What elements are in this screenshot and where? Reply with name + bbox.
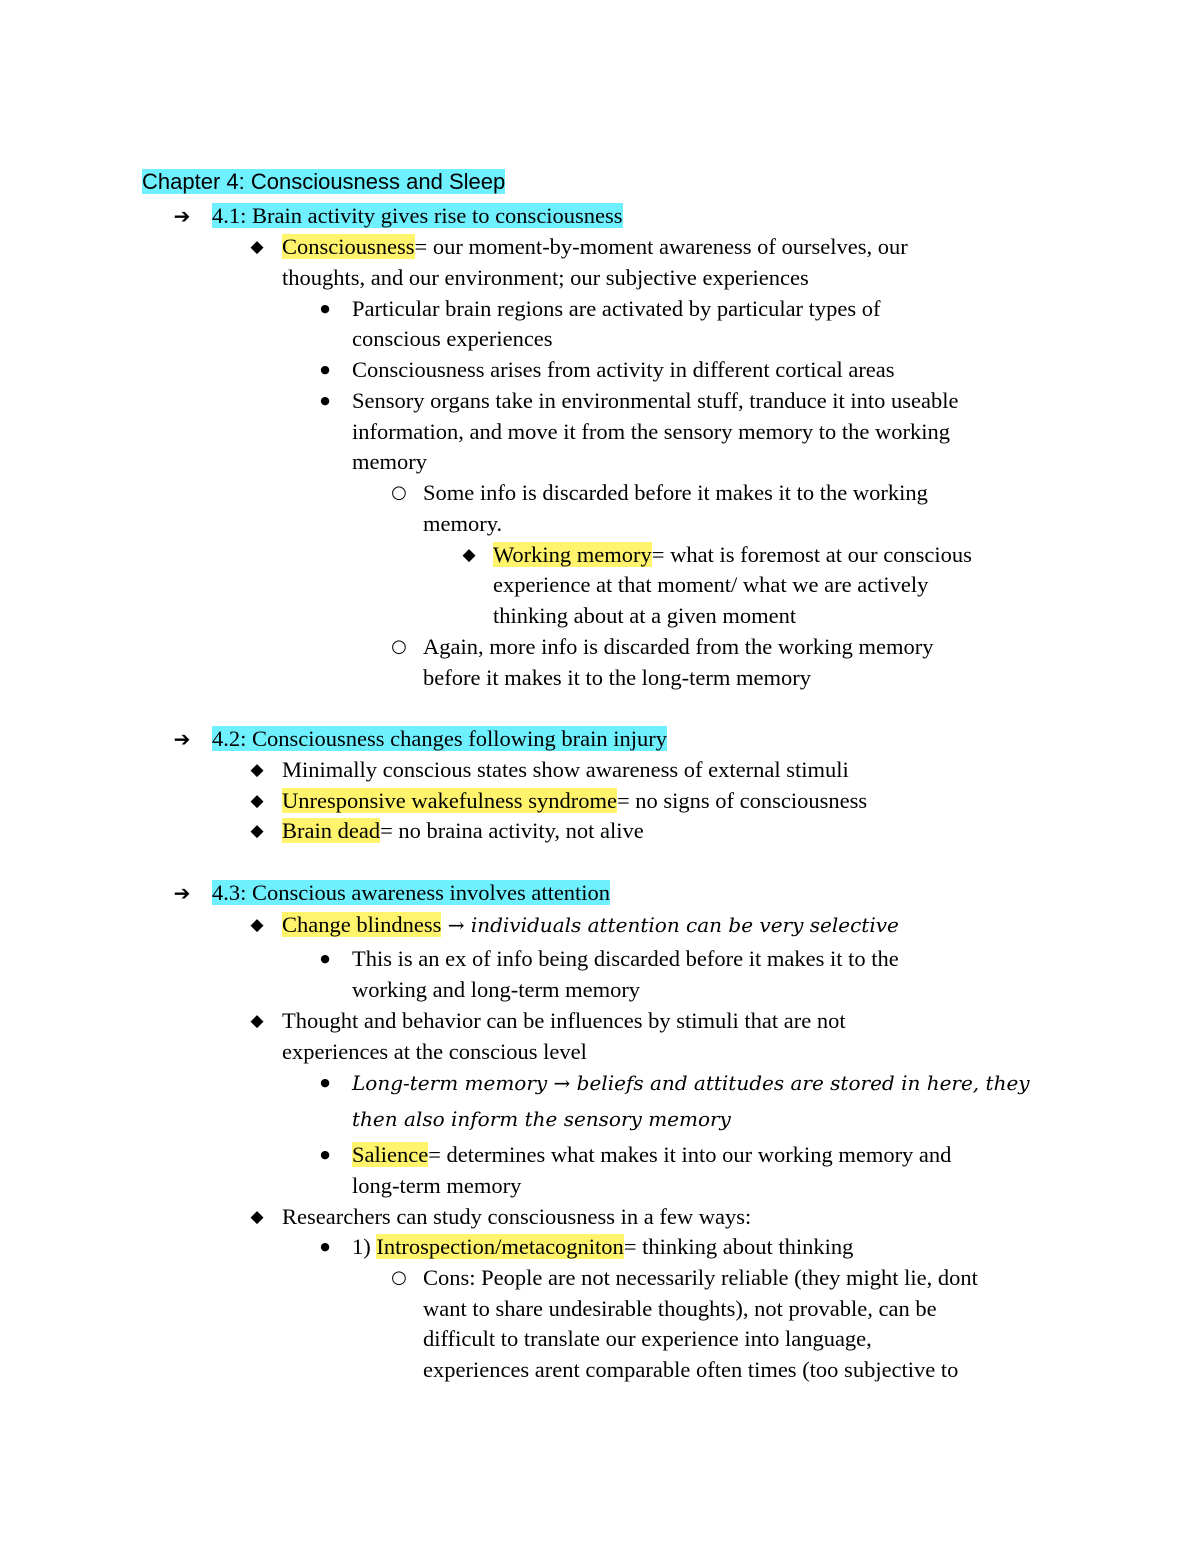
bullet-text: information, and move it from the sensory memory to the working [352,419,951,444]
section-heading-4-2: 4.2: Consciousness changes following brain injury [212,726,667,751]
definition-consciousness: Consciousness= our moment-by-moment awareness of ourselves, our [282,234,908,259]
bullet-text: Researchers can study consciousness in a few ways: [282,1204,752,1229]
bullet-text: Thought and behavior can be influences by stimuli that are not [282,1008,846,1033]
page-title [142,166,505,198]
bullet-text: This is an ex of info being discarded before it makes it to the [352,946,899,971]
definition-unresponsive-wakefulness: Unresponsive wakefulness syndrome= no signs of consciousness [282,788,868,813]
term-highlight: Introspection/metacogniton [376,1234,624,1259]
term-highlight: Unresponsive wakefulness syndrome [282,788,617,813]
definition-introspection: 1) Introspection/metacogniton= thinking about thinking [352,1234,854,1259]
definition-salience: Salience= determines what makes it into our working memory and [352,1142,952,1167]
diamond-bullet-icon: ◆ [250,237,264,257]
bullet-text: Minimally conscious states show awareness of external stimuli [282,757,849,782]
definition-line: thoughts, and our environment; our subjective experiences [282,265,809,290]
definition-brain-dead: Brain dead= no braina activity, not alive [282,818,644,843]
bullet-text: Consciousness arises from activity in different cortical areas [352,357,895,382]
sub-bullet-text: difficult to translate our experience into language, [423,1326,872,1351]
bullet-text: conscious experiences [352,326,553,351]
circle-bullet-icon: ○ [391,636,407,657]
sub-bullet-text: before it makes it to the long-term memory [423,665,812,690]
dot-bullet-icon: ● [320,1148,330,1161]
diamond-bullet-icon: ◆ [250,1011,264,1031]
dot-bullet-icon: ● [320,1076,330,1089]
section-heading-4-1: 4.1: Brain activity gives rise to consciousness [212,203,623,228]
bullet-text: experiences at the conscious level [282,1039,587,1064]
term-highlight: Salience [352,1142,429,1167]
definition-line: experience at that moment/ what we are actively [493,572,929,597]
arrow-bullet-icon: ➔ [173,881,191,905]
sub-bullet-text: Some info is discarded before it makes it to the working [423,480,928,505]
arrow-bullet-icon: ➔ [173,727,191,751]
bullet-text: Sensory organs take in environmental stuff, tranduce it into useable [352,388,959,413]
term-highlight: Brain dead [282,818,381,843]
bullet-text: memory [352,449,427,474]
term-highlight: Change blindness [282,912,442,937]
diamond-bullet-icon: ◆ [250,1207,264,1227]
definition-working-memory: Working memory= what is foremost at our conscious [493,542,972,567]
definition-change-blindness: Change blindness → individuals attention can be very selective [282,912,899,937]
bullet-text: Long-term memory → beliefs and attitudes are stored in here, they [352,1071,1030,1095]
section-heading-4-3: 4.3: Conscious awareness involves attention [212,880,611,905]
definition-line: long-term memory [352,1173,522,1198]
diamond-bullet-icon: ◆ [462,545,476,565]
term-highlight: Working memory [493,542,652,567]
sub-bullet-text: experiences arent comparable often times (too subjective to [423,1357,959,1382]
circle-bullet-icon: ○ [391,1267,407,1288]
chapter-title-text: Chapter 4: Consciousness and Sleep [142,169,506,194]
dot-bullet-icon: ● [320,1240,330,1253]
bullet-text: Particular brain regions are activated by particular types of [352,296,881,321]
diamond-bullet-icon: ◆ [250,791,264,811]
term-highlight: Consciousness [282,234,415,259]
arrow-bullet-icon: ➔ [173,204,191,228]
bullet-text: working and long-term memory [352,977,641,1002]
dot-bullet-icon: ● [320,302,330,315]
dot-bullet-icon: ● [320,363,330,376]
sub-bullet-text: want to share undesirable thoughts), not provable, can be [423,1296,937,1321]
bullet-text: then also inform the sensory memory [352,1107,731,1131]
sub-bullet-text: memory. [423,511,503,536]
diamond-bullet-icon: ◆ [250,821,264,841]
sub-bullet-text: Again, more info is discarded from the working memory [423,634,934,659]
circle-bullet-icon: ○ [391,482,407,503]
definition-line: thinking about at a given moment [493,603,797,628]
diamond-bullet-icon: ◆ [250,915,264,935]
diamond-bullet-icon: ◆ [250,760,264,780]
sub-bullet-text: Cons: People are not necessarily reliable (they might lie, dont [423,1265,978,1290]
dot-bullet-icon: ● [320,394,330,407]
dot-bullet-icon: ● [320,952,330,965]
